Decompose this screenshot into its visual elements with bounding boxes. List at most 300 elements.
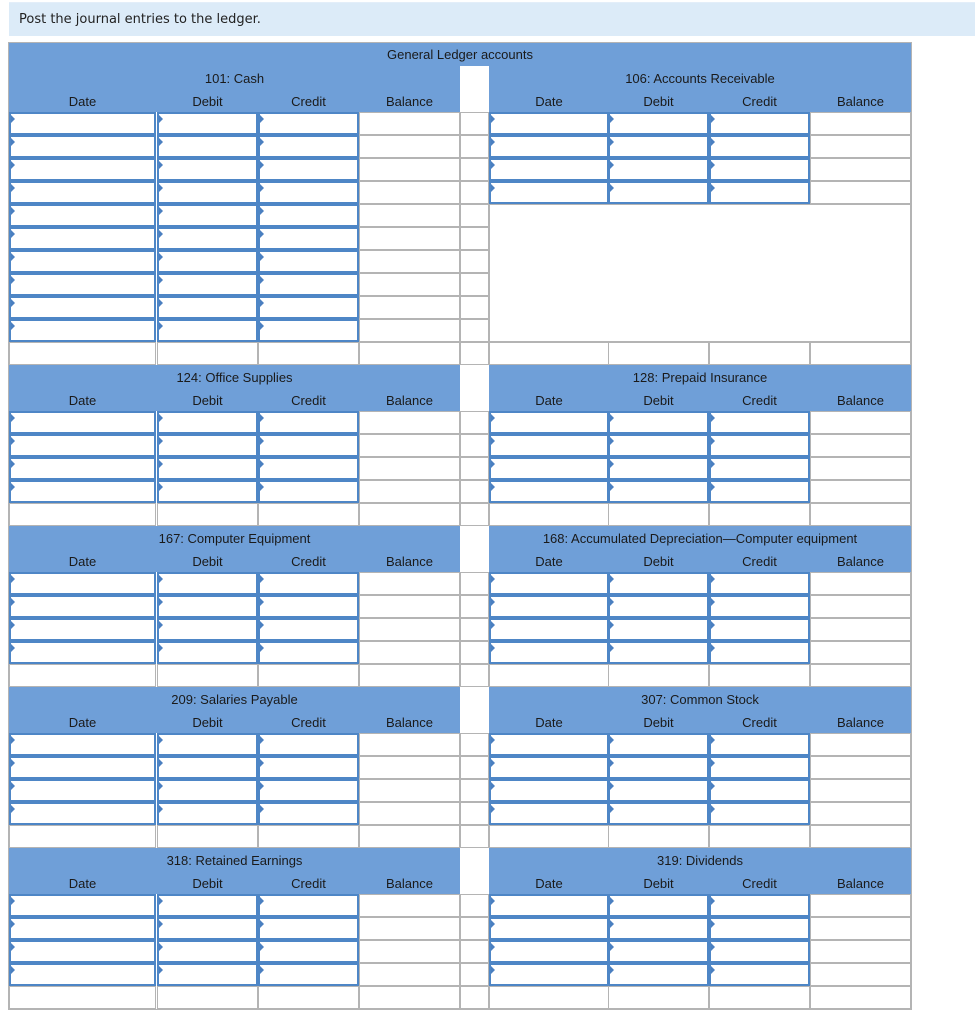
account-209-debit-header: Debit [192, 715, 223, 730]
account-106-debit-input-1[interactable] [608, 112, 709, 135]
account-318-debit-input-4[interactable] [157, 963, 258, 986]
account-124-balance-cell-4 [359, 480, 460, 503]
account-101-credit-input-8[interactable] [258, 273, 359, 296]
account-319-date-header: Date [535, 876, 563, 891]
account-168-balance-cell-5 [810, 664, 911, 687]
dropdown-marker-icon [11, 115, 15, 123]
dropdown-marker-icon [491, 943, 495, 951]
account-167-date-input-3[interactable] [9, 618, 156, 641]
account-101-credit-input-10[interactable] [258, 319, 359, 342]
account-128-date-input-1[interactable] [489, 411, 609, 434]
account-319-credit-input-2[interactable] [709, 917, 810, 940]
dropdown-marker-icon [260, 736, 264, 744]
account-101-balance-cell-4 [359, 181, 460, 204]
dropdown-marker-icon [711, 598, 715, 606]
account-168-balance-cell-2 [810, 595, 911, 618]
account-128-credit-input-3[interactable] [709, 457, 810, 480]
account-101-debit-cell-11 [157, 342, 258, 365]
account-307-date-input-1[interactable] [489, 733, 609, 756]
account-128-debit-cell-5 [608, 503, 709, 526]
account-101-credit-input-9[interactable] [258, 296, 359, 319]
account-167-date-input-1[interactable] [9, 572, 156, 595]
account-307-credit-input-4[interactable] [709, 802, 810, 825]
dropdown-marker-icon [260, 575, 264, 583]
account-307-credit-input-2[interactable] [709, 756, 810, 779]
account-209-debit-input-2[interactable] [157, 756, 258, 779]
dropdown-marker-icon [491, 759, 495, 767]
dropdown-marker-icon [11, 736, 15, 744]
account-318-date-input-3[interactable] [9, 940, 156, 963]
divider-cell [460, 940, 489, 963]
account-318-balance-header: Balance [386, 876, 433, 891]
account-128-debit-input-1[interactable] [608, 411, 709, 434]
dropdown-marker-icon [491, 621, 495, 629]
account-307-balance-cell-5 [810, 825, 911, 848]
divider-cell [460, 572, 489, 595]
divider-cell [460, 825, 489, 848]
account-307-credit-cell-5 [709, 825, 810, 848]
account-318-credit-input-2[interactable] [258, 917, 359, 940]
divider-cell [460, 986, 489, 1009]
dropdown-marker-icon [491, 437, 495, 445]
account-106-date-input-4[interactable] [489, 181, 609, 204]
account-167-debit-input-3[interactable] [157, 618, 258, 641]
account-124-debit-input-2[interactable] [157, 434, 258, 457]
dropdown-marker-icon [260, 276, 264, 284]
dropdown-marker-icon [491, 736, 495, 744]
account-209-date-input-3[interactable] [9, 779, 156, 802]
account-101-debit-input-3[interactable] [157, 158, 258, 181]
account-167-date-input-2[interactable] [9, 595, 156, 618]
account-319-debit-header: Debit [643, 876, 674, 891]
dropdown-marker-icon [610, 736, 614, 744]
account-101-date-input-8[interactable] [9, 273, 156, 296]
account-168-date-input-4[interactable] [489, 641, 609, 664]
account-128-date-input-4[interactable] [489, 480, 609, 503]
account-101-debit-input-8[interactable] [157, 273, 258, 296]
dropdown-marker-icon [11, 299, 15, 307]
account-106-date-cell-11 [489, 342, 609, 365]
account-168-debit-input-4[interactable] [608, 641, 709, 664]
account-167-debit-input-4[interactable] [157, 641, 258, 664]
account-209-balance-cell-2 [359, 756, 460, 779]
account-318-credit-input-3[interactable] [258, 940, 359, 963]
account-124-credit-header: Credit [291, 393, 326, 408]
account-101-date-input-10[interactable] [9, 319, 156, 342]
dropdown-marker-icon [711, 897, 715, 905]
account-168-date-input-1[interactable] [489, 572, 609, 595]
divider-cell [460, 135, 489, 158]
dropdown-marker-icon [711, 483, 715, 491]
account-106-balance-cell-3 [810, 158, 911, 181]
account-319-date-input-2[interactable] [489, 917, 609, 940]
account-167-debit-input-2[interactable] [157, 595, 258, 618]
account-167-balance-cell-5 [359, 664, 460, 687]
account-307-date-input-4[interactable] [489, 802, 609, 825]
account-101-debit-input-6[interactable] [157, 227, 258, 250]
account-319-date-input-1[interactable] [489, 894, 609, 917]
account-101-debit-input-7[interactable] [157, 250, 258, 273]
account-167-balance-header: Balance [386, 554, 433, 569]
dropdown-marker-icon [159, 897, 163, 905]
divider-cell [460, 595, 489, 618]
account-307-debit-header: Debit [643, 715, 674, 730]
account-101-credit-input-3[interactable] [258, 158, 359, 181]
account-124-credit-input-1[interactable] [258, 411, 359, 434]
dropdown-marker-icon [610, 575, 614, 583]
dropdown-marker-icon [711, 966, 715, 974]
account-209-title: 209: Salaries Payable [171, 692, 298, 707]
account-106-credit-cell-11 [709, 342, 810, 365]
account-106-date-input-1[interactable] [489, 112, 609, 135]
account-319-debit-cell-5 [608, 986, 709, 1009]
dropdown-marker-icon [260, 253, 264, 261]
account-319-debit-input-1[interactable] [608, 894, 709, 917]
account-124-debit-input-3[interactable] [157, 457, 258, 480]
divider-cell [460, 204, 489, 227]
account-101-balance-cell-1 [359, 112, 460, 135]
account-167-credit-input-3[interactable] [258, 618, 359, 641]
dropdown-marker-icon [260, 299, 264, 307]
instruction-banner [9, 2, 975, 36]
dropdown-marker-icon [260, 230, 264, 238]
account-168-title: 168: Accumulated Depreciation—Computer equipment [542, 531, 858, 546]
account-318-title: 318: Retained Earnings [166, 853, 303, 868]
account-318-debit-input-1[interactable] [157, 894, 258, 917]
dropdown-marker-icon [159, 322, 163, 330]
divider-cell [460, 664, 489, 687]
dropdown-marker-icon [11, 920, 15, 928]
account-307-date-input-2[interactable] [489, 756, 609, 779]
dropdown-marker-icon [11, 897, 15, 905]
account-128-date-input-3[interactable] [489, 457, 609, 480]
dropdown-marker-icon [711, 184, 715, 192]
account-128-credit-input-1[interactable] [709, 411, 810, 434]
account-128-debit-input-3[interactable] [608, 457, 709, 480]
account-307-credit-input-3[interactable] [709, 779, 810, 802]
account-209-balance-cell-1 [359, 733, 460, 756]
divider-cell [460, 503, 489, 526]
account-101-title: 101: Cash [204, 71, 265, 86]
dropdown-marker-icon [610, 161, 614, 169]
account-209-credit-input-1[interactable] [258, 733, 359, 756]
account-319-credit-input-3[interactable] [709, 940, 810, 963]
account-106-debit-input-2[interactable] [608, 135, 709, 158]
account-128-balance-cell-3 [810, 457, 911, 480]
account-101-debit-input-2[interactable] [157, 135, 258, 158]
dropdown-marker-icon [11, 782, 15, 790]
account-168-debit-input-1[interactable] [608, 572, 709, 595]
dropdown-marker-icon [159, 207, 163, 215]
account-101-date-input-4[interactable] [9, 181, 156, 204]
divider-cell [460, 963, 489, 986]
ledger-title: General Ledger accounts [387, 47, 533, 62]
instruction-text: Post the journal entries to the ledger. [19, 12, 261, 27]
account-209-credit-cell-5 [258, 825, 359, 848]
account-318-debit-cell-5 [157, 986, 258, 1009]
account-168-credit-input-1[interactable] [709, 572, 810, 595]
dropdown-marker-icon [260, 161, 264, 169]
dropdown-marker-icon [260, 598, 264, 606]
account-124-title: 124: Office Supplies [176, 370, 293, 385]
account-101-credit-input-5[interactable] [258, 204, 359, 227]
dropdown-marker-icon [491, 920, 495, 928]
account-168-date-input-2[interactable] [489, 595, 609, 618]
account-319-date-input-4[interactable] [489, 963, 609, 986]
dropdown-marker-icon [260, 460, 264, 468]
dropdown-marker-icon [610, 414, 614, 422]
account-318-credit-input-4[interactable] [258, 963, 359, 986]
account-307-debit-input-3[interactable] [608, 779, 709, 802]
account-101-credit-input-6[interactable] [258, 227, 359, 250]
account-307-debit-input-2[interactable] [608, 756, 709, 779]
dropdown-marker-icon [711, 644, 715, 652]
account-318-debit-input-2[interactable] [157, 917, 258, 940]
dropdown-marker-icon [711, 782, 715, 790]
dropdown-marker-icon [610, 782, 614, 790]
dropdown-marker-icon [610, 966, 614, 974]
account-307-date-cell-5 [489, 825, 609, 848]
account-167-balance-cell-1 [359, 572, 460, 595]
dropdown-marker-icon [260, 207, 264, 215]
dropdown-marker-icon [159, 598, 163, 606]
account-128-date-cell-5 [489, 503, 609, 526]
dropdown-marker-icon [491, 897, 495, 905]
dropdown-marker-icon [260, 322, 264, 330]
account-318-balance-cell-3 [359, 940, 460, 963]
account-124-credit-input-4[interactable] [258, 480, 359, 503]
dropdown-marker-icon [11, 161, 15, 169]
account-128-debit-input-4[interactable] [608, 480, 709, 503]
account-106-date-input-3[interactable] [489, 158, 609, 181]
account-209-credit-header: Credit [291, 715, 326, 730]
account-124-debit-input-4[interactable] [157, 480, 258, 503]
account-101-date-input-9[interactable] [9, 296, 156, 319]
dropdown-marker-icon [11, 621, 15, 629]
account-167-debit-header: Debit [192, 554, 223, 569]
account-101-debit-input-5[interactable] [157, 204, 258, 227]
account-101-debit-input-10[interactable] [157, 319, 258, 342]
dropdown-marker-icon [260, 966, 264, 974]
account-101-date-input-3[interactable] [9, 158, 156, 181]
account-124-debit-input-1[interactable] [157, 411, 258, 434]
account-101-balance-cell-7 [359, 250, 460, 273]
account-168-credit-input-4[interactable] [709, 641, 810, 664]
account-318-date-input-4[interactable] [9, 963, 156, 986]
account-167-balance-cell-4 [359, 641, 460, 664]
account-307-balance-cell-4 [810, 802, 911, 825]
account-101-debit-header: Debit [192, 94, 223, 109]
divider-cell [460, 641, 489, 664]
account-106-debit-input-4[interactable] [608, 181, 709, 204]
account-101-date-input-5[interactable] [9, 204, 156, 227]
account-209-credit-input-2[interactable] [258, 756, 359, 779]
account-124-balance-cell-1 [359, 411, 460, 434]
account-319-credit-input-1[interactable] [709, 894, 810, 917]
account-106-credit-input-2[interactable] [709, 135, 810, 158]
account-209-credit-input-3[interactable] [258, 779, 359, 802]
account-318-balance-cell-5 [359, 986, 460, 1009]
account-307-date-input-3[interactable] [489, 779, 609, 802]
account-101-date-input-2[interactable] [9, 135, 156, 158]
account-319-balance-cell-3 [810, 940, 911, 963]
dropdown-marker-icon [491, 460, 495, 468]
account-319-credit-header: Credit [742, 876, 777, 891]
account-106-empty-area [489, 204, 911, 342]
dropdown-marker-icon [159, 460, 163, 468]
account-106-balance-cell-1 [810, 112, 911, 135]
account-101-credit-input-7[interactable] [258, 250, 359, 273]
account-209-credit-input-4[interactable] [258, 802, 359, 825]
account-128-debit-input-2[interactable] [608, 434, 709, 457]
dropdown-marker-icon [711, 575, 715, 583]
account-168-balance-cell-4 [810, 641, 911, 664]
dropdown-marker-icon [711, 621, 715, 629]
account-101-balance-cell-10 [359, 319, 460, 342]
account-128-date-input-2[interactable] [489, 434, 609, 457]
account-167-credit-input-2[interactable] [258, 595, 359, 618]
dropdown-marker-icon [11, 230, 15, 238]
dropdown-marker-icon [491, 115, 495, 123]
dropdown-marker-icon [260, 805, 264, 813]
dropdown-marker-icon [491, 782, 495, 790]
dropdown-marker-icon [260, 782, 264, 790]
account-318-date-input-1[interactable] [9, 894, 156, 917]
account-106-credit-input-4[interactable] [709, 181, 810, 204]
account-101-date-input-7[interactable] [9, 250, 156, 273]
account-124-date-header: Date [68, 393, 97, 408]
divider-cell [460, 158, 489, 181]
account-319-balance-cell-2 [810, 917, 911, 940]
account-101-date-cell-11 [9, 342, 156, 365]
account-168-credit-input-2[interactable] [709, 595, 810, 618]
dropdown-marker-icon [159, 782, 163, 790]
dropdown-marker-icon [159, 759, 163, 767]
account-101-credit-input-1[interactable] [258, 112, 359, 135]
dropdown-marker-icon [11, 322, 15, 330]
account-167-credit-input-1[interactable] [258, 572, 359, 595]
account-101-debit-input-1[interactable] [157, 112, 258, 135]
account-101-date-header: Date [68, 94, 97, 109]
account-101-balance-header: Balance [386, 94, 433, 109]
account-168-date-cell-5 [489, 664, 609, 687]
account-101-date-input-6[interactable] [9, 227, 156, 250]
dropdown-marker-icon [491, 483, 495, 491]
account-101-debit-input-4[interactable] [157, 181, 258, 204]
account-124-debit-header: Debit [192, 393, 223, 408]
account-209-date-input-4[interactable] [9, 802, 156, 825]
account-128-balance-cell-1 [810, 411, 911, 434]
account-167-credit-input-4[interactable] [258, 641, 359, 664]
account-307-debit-input-4[interactable] [608, 802, 709, 825]
account-209-balance-cell-3 [359, 779, 460, 802]
divider-cell [460, 733, 489, 756]
account-167-date-input-4[interactable] [9, 641, 156, 664]
dropdown-marker-icon [260, 138, 264, 146]
dropdown-marker-icon [159, 943, 163, 951]
account-101-credit-input-2[interactable] [258, 135, 359, 158]
account-209-date-input-1[interactable] [9, 733, 156, 756]
account-106-credit-input-3[interactable] [709, 158, 810, 181]
dropdown-marker-icon [11, 483, 15, 491]
account-168-date-input-3[interactable] [489, 618, 609, 641]
account-319-balance-cell-5 [810, 986, 911, 1009]
account-209-debit-input-4[interactable] [157, 802, 258, 825]
account-318-date-input-2[interactable] [9, 917, 156, 940]
account-106-date-input-2[interactable] [489, 135, 609, 158]
account-209-debit-input-3[interactable] [157, 779, 258, 802]
account-124-date-input-3[interactable] [9, 457, 156, 480]
dropdown-marker-icon [11, 943, 15, 951]
dropdown-marker-icon [711, 805, 715, 813]
account-209-balance-cell-4 [359, 802, 460, 825]
account-168-debit-input-2[interactable] [608, 595, 709, 618]
dropdown-marker-icon [159, 920, 163, 928]
account-167-date-header: Date [68, 554, 97, 569]
account-168-credit-input-3[interactable] [709, 618, 810, 641]
account-101-credit-input-4[interactable] [258, 181, 359, 204]
account-128-credit-input-4[interactable] [709, 480, 810, 503]
account-101-debit-input-9[interactable] [157, 296, 258, 319]
account-209-date-input-2[interactable] [9, 756, 156, 779]
account-168-debit-input-3[interactable] [608, 618, 709, 641]
account-319-debit-input-2[interactable] [608, 917, 709, 940]
dropdown-marker-icon [260, 943, 264, 951]
account-319-date-input-3[interactable] [489, 940, 609, 963]
account-128-balance-header: Balance [837, 393, 884, 408]
account-319-balance-header: Balance [837, 876, 884, 891]
account-124-date-input-1[interactable] [9, 411, 156, 434]
header-divider [460, 526, 489, 572]
account-101-date-input-1[interactable] [9, 112, 156, 135]
account-124-credit-input-2[interactable] [258, 434, 359, 457]
dropdown-marker-icon [11, 138, 15, 146]
dropdown-marker-icon [159, 276, 163, 284]
account-318-debit-input-3[interactable] [157, 940, 258, 963]
dropdown-marker-icon [491, 598, 495, 606]
account-106-credit-input-1[interactable] [709, 112, 810, 135]
account-106-debit-input-3[interactable] [608, 158, 709, 181]
account-124-date-input-2[interactable] [9, 434, 156, 457]
account-124-date-input-4[interactable] [9, 480, 156, 503]
account-318-date-cell-5 [9, 986, 156, 1009]
account-319-credit-input-4[interactable] [709, 963, 810, 986]
account-307-credit-input-1[interactable] [709, 733, 810, 756]
account-209-date-cell-5 [9, 825, 156, 848]
dropdown-marker-icon [159, 621, 163, 629]
account-307-debit-input-1[interactable] [608, 733, 709, 756]
account-101-balance-cell-5 [359, 204, 460, 227]
account-319-debit-input-3[interactable] [608, 940, 709, 963]
account-318-credit-input-1[interactable] [258, 894, 359, 917]
divider-cell [460, 779, 489, 802]
dropdown-marker-icon [260, 621, 264, 629]
divider-cell [460, 227, 489, 250]
account-128-credit-input-2[interactable] [709, 434, 810, 457]
account-124-credit-input-3[interactable] [258, 457, 359, 480]
account-168-balance-header: Balance [837, 554, 884, 569]
account-167-debit-input-1[interactable] [157, 572, 258, 595]
dropdown-marker-icon [610, 138, 614, 146]
account-168-balance-cell-1 [810, 572, 911, 595]
account-318-balance-cell-4 [359, 963, 460, 986]
dropdown-marker-icon [491, 575, 495, 583]
account-319-debit-input-4[interactable] [608, 963, 709, 986]
dropdown-marker-icon [491, 138, 495, 146]
account-209-debit-input-1[interactable] [157, 733, 258, 756]
dropdown-marker-icon [711, 460, 715, 468]
dropdown-marker-icon [11, 184, 15, 192]
